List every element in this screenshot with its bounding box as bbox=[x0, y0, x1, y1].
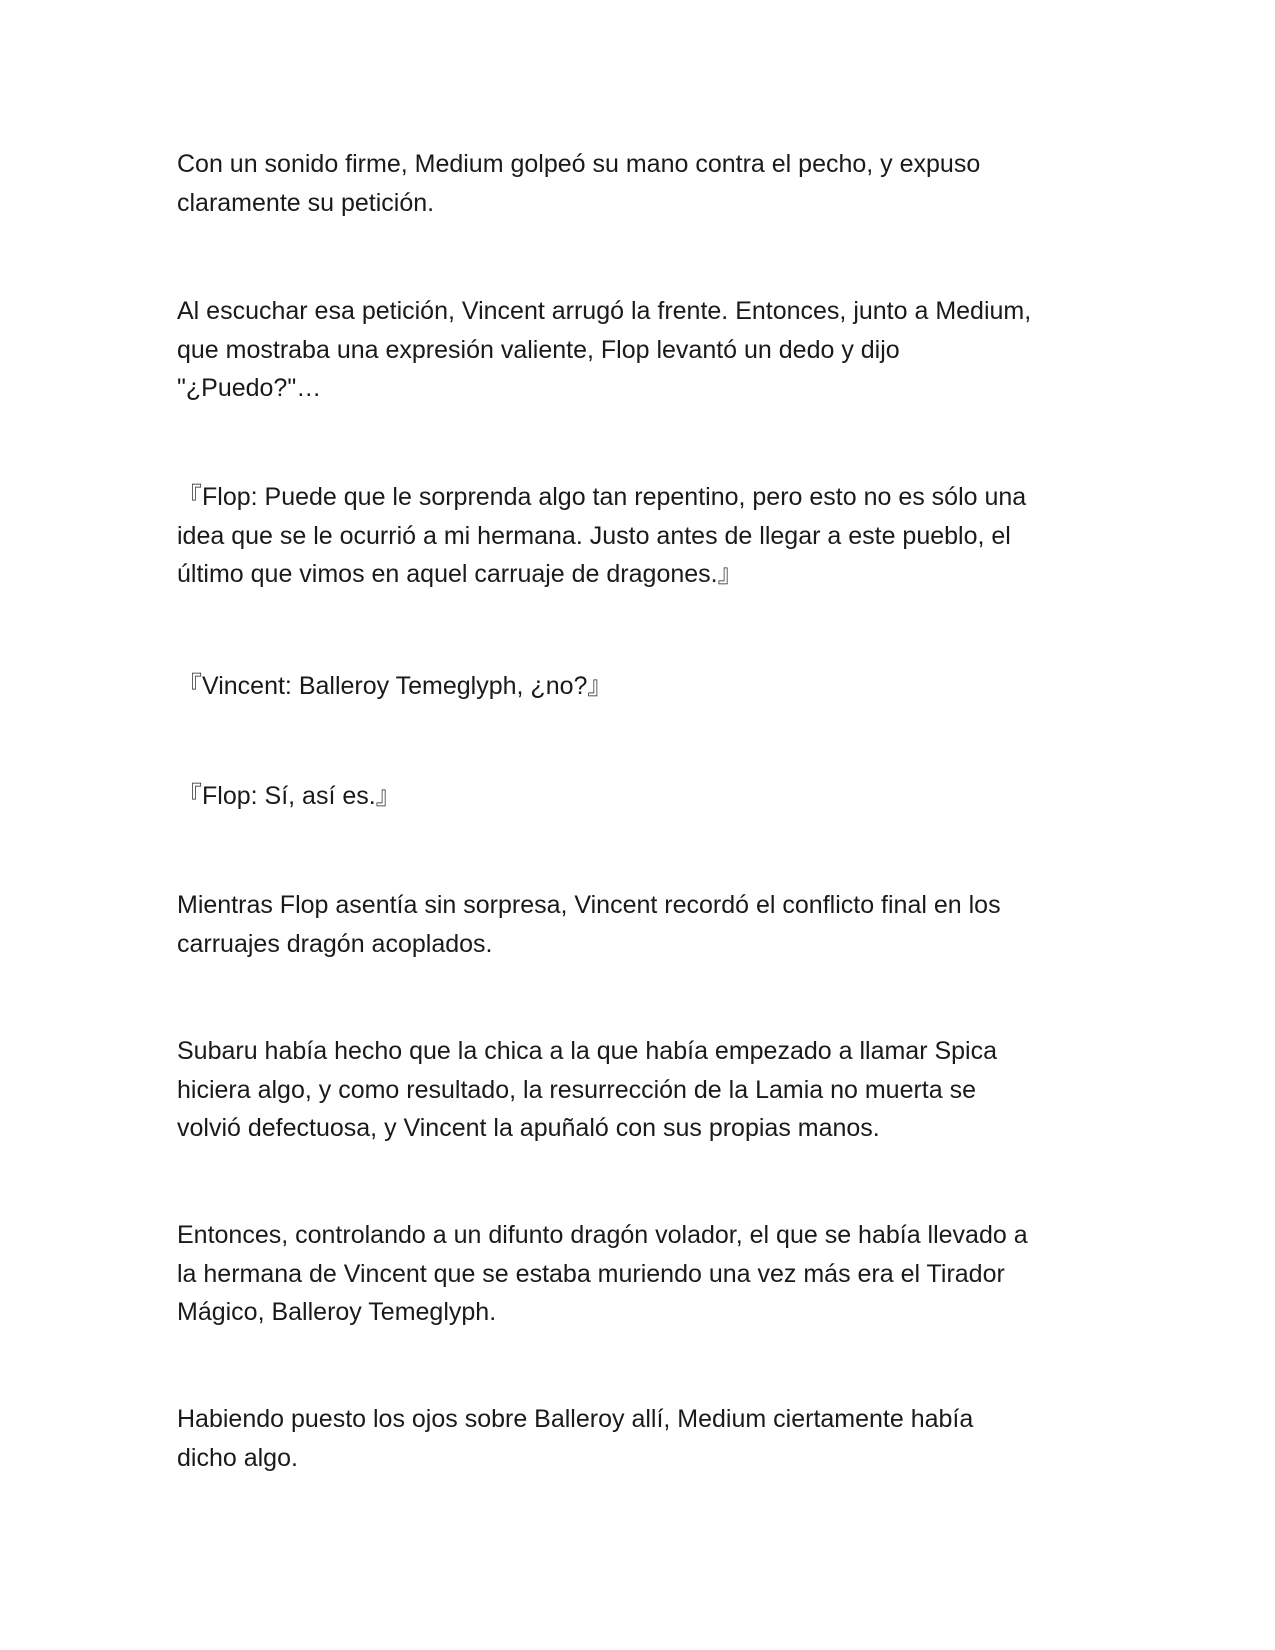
paragraph-8: Entonces, controlando a un difunto dragón volador, el que se había llevado a la hermana de Vincent que se estaba muriendo una vez más era el Tirador Mágico, Balleroy Temeglyph. bbox=[177, 1221, 1028, 1326]
paragraph-2: Al escuchar esa petición, Vincent arrugó la frente. Entonces, junto a Medium, que mostraba una expresión valiente, Flop levantó un dedo y dijo "¿Puedo?"… bbox=[177, 297, 1032, 402]
paragraph-9: Habiendo puesto los ojos sobre Balleroy allí, Medium ciertamente había dicho algo. bbox=[177, 1405, 974, 1472]
dialogue-flop-2: 『Flop: Sí, así es.』 bbox=[177, 782, 401, 810]
paragraph-1: Con un sonido firme, Medium golpeó su mano contra el pecho, y expuso claramente su petición. bbox=[177, 150, 981, 217]
paragraph-6: Mientras Flop asentía sin sorpresa, Vincent recordó el conflicto final en los carruajes dragón acoplados. bbox=[177, 891, 1001, 958]
dialogue-flop-1: 『Flop: Puede que le sorprenda algo tan repentino, pero esto no es sólo una idea que se le ocurrió a mi hermana. Justo antes de llegar a este pueblo, el último que vimos en aquel carruaje de dragones.』 bbox=[177, 483, 1027, 588]
dialogue-vincent: 『Vincent: Balleroy Temeglyph, ¿no?』 bbox=[177, 672, 613, 700]
paragraph-7: Subaru había hecho que la chica a la que había empezado a llamar Spica hiciera algo, y como resultado, la resurrección de la Lamia no muerta se volvió defectuosa, y Vincent la apuñaló con sus propias manos. bbox=[177, 1037, 998, 1142]
